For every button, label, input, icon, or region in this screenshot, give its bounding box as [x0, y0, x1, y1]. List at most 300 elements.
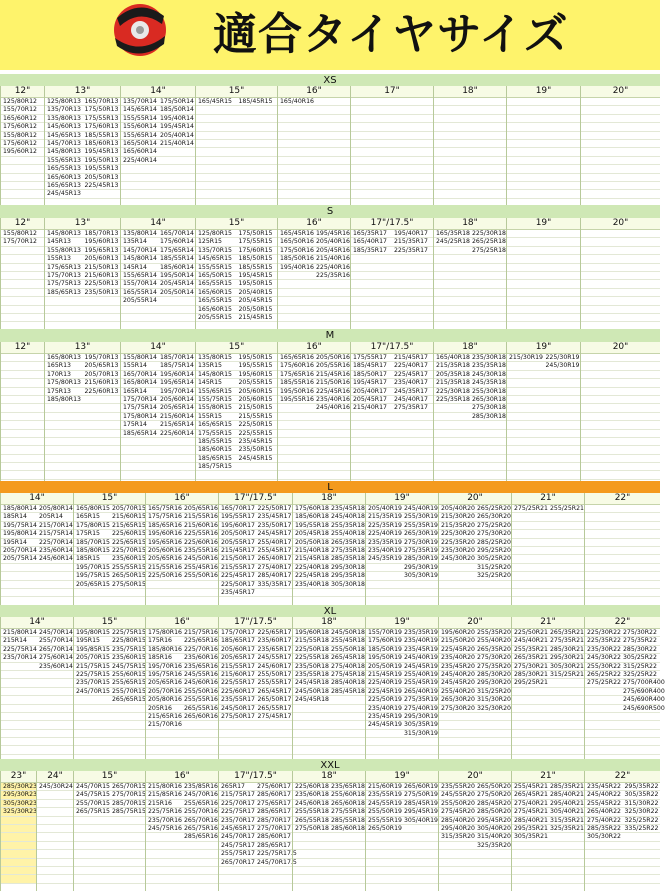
rim-size-header: 23"	[1, 771, 36, 783]
tire-size: 205/65R13	[84, 362, 119, 370]
tire-size: 195/60R20	[441, 629, 475, 636]
rim-column	[277, 342, 350, 492]
tire-size: 255/45R17	[257, 547, 292, 555]
tire-size: 305/30R21	[550, 662, 584, 670]
size-list	[196, 98, 237, 106]
tire-size: 205/50R18	[295, 538, 329, 546]
tire-size: 175/50R15	[238, 230, 273, 237]
rim-column	[0, 342, 44, 492]
tire-size: 235/50R15	[238, 446, 273, 454]
tire-size: 245/60R16	[184, 679, 218, 687]
rim-column	[580, 342, 660, 492]
tire-size: 235/85R16	[184, 783, 218, 790]
tire-size: 265/70R14	[39, 645, 73, 653]
tire-size: 205/60R16	[148, 547, 182, 555]
tire-size: 195/45R16	[316, 230, 350, 237]
size-list	[37, 783, 73, 791]
size-list	[83, 354, 121, 404]
tire-size: 255/40R20	[441, 687, 475, 695]
tire-size: 195/60R13	[84, 238, 119, 246]
rim-size-header: 20"	[581, 218, 660, 230]
tire-size: 275/30R20	[441, 704, 475, 712]
tire-size: 275/30R21	[514, 662, 548, 670]
tire-size: 185/80R14	[3, 505, 37, 512]
tire-size: 215/30R19	[509, 354, 543, 361]
rim-column	[218, 617, 292, 770]
rim-column	[0, 86, 44, 216]
tire-size: 225/75R14	[3, 645, 37, 653]
tire-size: 255/50R18	[331, 645, 365, 653]
tire-size: 285/35R21	[550, 783, 584, 790]
size-section-xxl	[0, 759, 660, 891]
tire-size: 245/40R20	[441, 671, 475, 679]
rim-column	[580, 86, 660, 216]
tire-size: 235/65R16	[184, 662, 218, 670]
tire-size: 165/55R15	[198, 280, 232, 288]
tire-size: 185/70R15	[76, 538, 110, 546]
tire-size: 195/65R16	[148, 538, 182, 546]
tire-size: 235/50R18	[295, 662, 329, 670]
tire-size: 265/65R15	[111, 696, 146, 704]
size-list	[1, 98, 44, 157]
tire-size: 315/40R20	[477, 833, 511, 841]
rim-column	[584, 617, 665, 770]
tire-size: 225/75R16	[148, 808, 182, 816]
tire-size: 215/75R15	[76, 662, 110, 670]
tire-size: 245/50R17	[221, 704, 255, 712]
tire-size: 205/60R15	[238, 387, 273, 395]
tire-size: 285/30R22	[622, 645, 657, 653]
tire-size: 285/40R17	[257, 572, 292, 580]
tire-size: 255/35R19	[404, 521, 438, 529]
size-list	[366, 505, 402, 581]
tire-size: 165/40R17	[353, 238, 387, 246]
size-list	[329, 629, 365, 705]
tire-size: 185/75R15	[198, 463, 232, 471]
tire-size: 255/25R21	[550, 505, 584, 512]
rim-size-header: 16"	[278, 342, 350, 354]
rim-column	[511, 493, 584, 616]
tire-size: 295/30R19	[404, 713, 438, 721]
tire-size: 255/70R15	[76, 799, 110, 807]
tire-size: 255/45R16	[184, 563, 218, 571]
tire-size: 275/700R400	[622, 679, 665, 687]
tire-size: 215/55R17	[221, 662, 255, 670]
rim-column	[73, 617, 145, 770]
tire-size: 215/50R13	[84, 263, 119, 271]
tire-size: 235/65R18	[331, 783, 365, 790]
tire-size: 305/25R20	[477, 555, 511, 563]
tire-size: 195/70R14	[160, 387, 194, 395]
tire-size: 225/70R15	[111, 547, 146, 555]
tire-size: 335/35R17	[257, 580, 292, 588]
tire-size: 135R14	[123, 238, 147, 246]
tire-size: 185/50R16	[280, 255, 314, 263]
tire-size: 215/30R20	[441, 513, 475, 521]
tire-size: 275/60R17	[256, 783, 291, 790]
page-title: 適合タイヤサイズ	[213, 9, 569, 60]
tire-size: 255/50R16	[184, 572, 218, 580]
tire-size: 155/55R14	[123, 114, 157, 122]
tire-size: 225/50R19	[368, 696, 402, 704]
tire-size: 225/40R18	[295, 563, 329, 571]
size-list	[293, 783, 329, 833]
tire-size: 215/70R16	[148, 721, 182, 729]
tire-size: 225/45R18	[295, 572, 329, 580]
rim-size-header: 15"	[196, 86, 277, 98]
tire-size: 285/45R20	[477, 799, 511, 807]
tire-size: 195/75R15	[76, 572, 110, 580]
tire-size: 265/55R18	[295, 816, 329, 824]
tire-size: 195/55R15	[238, 362, 273, 370]
tire-size: 205/45R17	[353, 396, 387, 404]
tire-size: 265/45R17	[257, 687, 292, 695]
size-list	[196, 230, 237, 322]
tire-size: 185/60R14	[160, 263, 194, 271]
tire-size: 165/65R13	[47, 182, 81, 190]
rim-size-header: 14"	[1, 493, 73, 505]
tire-size: 215/35R20	[441, 521, 475, 529]
tire-size: 205/35R18	[436, 370, 470, 378]
tire-size: 175/60R12	[3, 140, 37, 148]
rim-column	[433, 86, 506, 216]
tire-size: 195/50R15	[238, 280, 273, 288]
tire-size: 205/60R13	[84, 255, 119, 263]
tire-size: 215/60R17	[221, 671, 255, 679]
tire-size: 295/30R21	[550, 654, 584, 662]
tire-size: 175/80R14	[123, 412, 157, 420]
tire-size: 245/70R15	[76, 783, 110, 790]
tire-size: 225/55R17	[221, 679, 255, 687]
rim-size-header: 12"	[1, 342, 44, 354]
rim-column	[0, 617, 73, 770]
tire-size: 245/40R19	[404, 505, 438, 512]
tire-size: 225/40R19	[368, 530, 402, 538]
tire-size: 235/70R16	[148, 816, 182, 824]
tire-size: 265/25R18	[472, 238, 506, 246]
rim-column	[506, 218, 580, 340]
tire-size: 165/45R15	[198, 98, 232, 105]
tire-size: 245/40R18	[331, 513, 365, 521]
tire-size: 175/60R19	[368, 637, 402, 645]
tire-size: 275/35R20	[477, 662, 511, 670]
tire-size: 255/70R15	[111, 687, 146, 695]
size-list	[366, 783, 402, 833]
tire-size: 145/80R14	[123, 255, 157, 263]
tire-size: 275/35R22	[622, 637, 657, 645]
tire-size: 175/80R13	[47, 379, 81, 387]
tire-size: 255/65R15	[111, 679, 146, 687]
tire-size: 155/65R14	[123, 131, 157, 139]
rim-column	[350, 218, 433, 340]
tire-size: 155R15	[198, 412, 222, 420]
rim-size-header: 16"	[278, 218, 350, 230]
tire-size: 325/25R22	[624, 816, 659, 824]
tire-size: 255/35R21	[514, 645, 548, 653]
tire-size: 285/30R20	[477, 671, 511, 679]
tire-size: 145R15	[198, 379, 222, 387]
tire-size: 235/35R19	[368, 538, 402, 546]
tire-size: 175/55R13	[84, 114, 119, 122]
tire-size: 285/45R18	[331, 687, 365, 695]
tire-size: 155/80R13	[47, 246, 81, 254]
tire-size: 315/25R20	[477, 687, 511, 695]
tire-size: 255/40R19	[404, 671, 438, 679]
tire-size: 275/35R17	[394, 404, 428, 412]
tire-size: 145/60R13	[47, 123, 81, 131]
tire-size: 225/60R15	[111, 530, 146, 538]
tire-size: 235/55R19	[368, 791, 402, 799]
tire-size: 205/50R15	[238, 305, 273, 313]
tire-size: 195R15	[76, 637, 100, 645]
tire-size: 185/50R19	[368, 645, 402, 653]
tire-size: 185/65R14	[123, 429, 157, 437]
tire-size: 165R13	[47, 362, 71, 370]
tire-size: 235/70R17	[221, 816, 255, 824]
tire-size: 225/50R21	[514, 629, 548, 636]
rim-column	[292, 617, 365, 770]
tire-size: 315/30R20	[477, 696, 511, 704]
tire-size: 255/30R19	[404, 513, 438, 521]
tire-size: 155/75R15	[198, 396, 232, 404]
tire-size: 205/65R17	[221, 654, 255, 662]
tire-size: 265/30R19	[404, 530, 438, 538]
tire-size: 135R15	[198, 362, 222, 370]
tire-size: 275/50R19	[404, 791, 438, 799]
tire-size: 185/60R13	[84, 140, 119, 148]
tire-size: 205/65R16	[148, 679, 182, 687]
tire-size: 245/690R500	[622, 704, 665, 712]
rim-size-header: 17"/17.5"	[219, 771, 292, 783]
tire-size: 265/30R18	[472, 396, 506, 404]
tire-size: 275/50R20	[477, 791, 511, 799]
tire-size: 215/80R16	[148, 783, 182, 790]
tire-size: 285/65R17	[256, 841, 291, 849]
tire-size: 245/40R22	[587, 791, 621, 799]
rim-size-header: 19"	[366, 617, 438, 629]
size-list	[434, 230, 470, 255]
rim-column	[218, 771, 297, 891]
tire-size: 165/65R15	[198, 421, 232, 429]
tire-size: 245/25R18	[436, 238, 470, 246]
tire-size: 205/70R13	[84, 370, 119, 378]
tire-size: 225/40R19	[368, 679, 402, 687]
tire-size: 215/45R17	[394, 354, 428, 361]
tire-size: 265/35R21	[550, 629, 584, 636]
tire-size: 225/75R17	[221, 808, 255, 816]
tire-size: 215/55R16	[148, 563, 182, 571]
tire-size: 275/40R22	[587, 816, 621, 824]
tire-size: 175/60R12	[3, 123, 37, 131]
tire-size: 225/60R13	[84, 387, 119, 395]
tire-size: 245/50R16	[184, 555, 218, 563]
tire-size: 265/60R16	[184, 713, 218, 721]
tire-size: 215/35R18	[436, 362, 470, 370]
tire-size: 205/80R14	[39, 505, 73, 512]
tire-size: 165/60R13	[47, 173, 81, 181]
tire-size: 245/60R17	[257, 662, 292, 670]
tire-size: 275/70R15	[111, 791, 146, 799]
size-list	[196, 354, 237, 472]
tire-size: 215/35R18	[436, 379, 470, 387]
tire-size: 165R14	[123, 387, 147, 395]
tire-size: 305/35R22	[624, 791, 659, 799]
tire-size: 245/75R16	[148, 825, 182, 833]
tire-size: 245/30R18	[472, 370, 506, 378]
tire-size: 225/55R15	[238, 429, 273, 437]
tire-size: 165/50R16	[280, 238, 314, 246]
tire-size: 235/40R18	[295, 580, 329, 588]
tire-size: 185/45R15	[238, 98, 273, 105]
tire-size: 255/45R22	[587, 799, 621, 807]
tire-size: 165/60R12	[3, 114, 37, 122]
tire-size: 275/45R20	[441, 808, 475, 816]
tire-size: 225/70R16	[184, 645, 218, 653]
tire-size: 185/55R16	[280, 379, 314, 387]
tire-size: 275/50R18	[295, 825, 329, 833]
size-list	[329, 783, 365, 833]
tire-size: 155R14	[123, 362, 147, 370]
tire-size: 175/70R14	[123, 396, 157, 404]
tire-size: 285/40R21	[514, 816, 548, 824]
size-list	[314, 354, 350, 413]
tire-size: 265/45R18	[331, 654, 365, 662]
tire-size: 255/50R16	[184, 687, 218, 695]
tire-size: 185/55R15	[238, 263, 273, 271]
tire-size: 255/50R19	[368, 808, 402, 816]
size-list	[512, 629, 548, 688]
rim-size-header: 16"	[278, 86, 350, 98]
tire-size: 295/30R23	[3, 791, 37, 799]
tire-size: 255/55R18	[295, 808, 329, 816]
tire-size: 205/45R16	[316, 246, 350, 254]
rim-column	[365, 617, 438, 770]
tire-size: 175/60R13	[84, 123, 119, 131]
tire-sock-icon	[112, 0, 167, 64]
tire-size: 295/35R18	[331, 572, 365, 580]
tire-size: 225/35R22	[587, 637, 621, 645]
tire-size: 275/30R19	[404, 538, 438, 546]
size-list	[45, 98, 83, 199]
rim-size-header: 18"	[434, 86, 506, 98]
tire-size: 165/55R14	[123, 288, 157, 296]
tire-size: 275/35R21	[550, 637, 584, 645]
tire-size: 235/60R18	[295, 791, 329, 799]
rim-column	[438, 617, 511, 770]
tire-size: 265/70R15	[111, 783, 146, 790]
rim-size-header: 17"	[351, 86, 433, 98]
tire-size: 135/80R15	[198, 354, 232, 361]
rim-column	[511, 617, 584, 770]
size-list	[314, 230, 350, 280]
tire-size: 215/55R15	[238, 412, 273, 420]
size-list	[255, 783, 297, 867]
tire-size: 315/30R22	[624, 799, 659, 807]
size-list	[278, 230, 314, 280]
tire-size: 165/70R17	[221, 505, 255, 512]
tire-size: 245/40R19	[404, 654, 438, 662]
tire-size: 255/55R15	[111, 563, 146, 571]
tire-size: 175/65R13	[47, 263, 81, 271]
tire-size: 205/65R15	[76, 580, 110, 588]
tire-size: 245/55R16	[184, 671, 218, 679]
tire-size: 155R13	[47, 255, 71, 263]
tire-size: 305/30R22	[587, 833, 621, 841]
tire-size: 175/80R15	[76, 521, 110, 529]
tire-size: 275/25R18	[472, 246, 506, 254]
tire-size: 195/60R15	[238, 370, 273, 378]
tire-size: 225/30R22	[587, 629, 621, 636]
rim-size-header: 20"	[581, 342, 660, 354]
tire-size: 215/45R18	[295, 555, 329, 563]
size-list	[278, 354, 314, 413]
rim-column	[506, 86, 580, 216]
tire-size: 255/45R19	[404, 679, 438, 687]
tire-size: 205/50R13	[84, 173, 119, 181]
rim-size-header: 21"	[512, 771, 584, 783]
rim-column	[120, 342, 195, 492]
tire-size: 195/60R12	[3, 148, 37, 156]
tire-size: 225/45R16	[316, 387, 350, 395]
tire-size: 175/50R14	[160, 98, 194, 105]
tire-size: 175R16	[148, 637, 172, 645]
rim-size-header: 22"	[585, 617, 660, 629]
size-list	[146, 783, 182, 842]
rim-size-header: 14"	[1, 617, 73, 629]
tire-size: 235/45R22	[587, 783, 621, 790]
tire-size: 235/40R20	[441, 654, 475, 662]
tire-size: 245/45R17	[257, 530, 292, 538]
tire-size: 225/70R17	[221, 799, 255, 807]
tire-size: 195/80R15	[76, 629, 110, 636]
size-list	[293, 505, 329, 589]
tire-size: 135/80R14	[123, 230, 157, 237]
tire-size: 215/40R17	[353, 404, 387, 412]
tire-size: 165/60R15	[198, 288, 232, 296]
tire-size: 135/70R15	[198, 246, 232, 254]
tire-size: 275/690R400	[622, 687, 665, 695]
tire-size: 225/30R19	[545, 354, 580, 361]
size-list	[45, 230, 83, 297]
tire-size: 145/80R13	[47, 148, 81, 156]
size-section-l	[0, 481, 660, 616]
tire-size: 165/80R13	[47, 354, 81, 361]
tire-size: 245/75R15	[76, 791, 110, 799]
tire-size: 225/60R18	[295, 783, 329, 790]
tire-size: 185/65R16	[148, 521, 182, 529]
rim-column	[36, 771, 73, 891]
tire-size: 285/35R22	[587, 825, 621, 833]
tire-size: 255/30R18	[472, 387, 506, 395]
tire-size: 275/70R17	[256, 825, 291, 833]
tire-size: 185/80R13	[47, 396, 81, 404]
tire-size: 225/35R17	[394, 246, 428, 254]
tire-size: 185/45R17	[353, 362, 387, 370]
size-list	[507, 354, 544, 371]
tire-size: 305/30R23	[3, 799, 37, 807]
rim-size-header: 17"/17.5"	[219, 617, 292, 629]
tire-size: 325/30R22	[624, 808, 659, 816]
tire-size: 325/35R21	[550, 825, 584, 833]
tire-size: 245/75R15	[111, 662, 146, 670]
tire-size: 215/55R17	[221, 563, 255, 571]
tire-size: 255/50R17	[257, 671, 292, 679]
tire-size: 275/50R15	[111, 580, 146, 588]
tire-size: 195/75R16	[148, 671, 182, 679]
size-list	[585, 629, 621, 713]
tire-size: 155/80R12	[3, 131, 37, 139]
rim-column	[433, 342, 506, 492]
